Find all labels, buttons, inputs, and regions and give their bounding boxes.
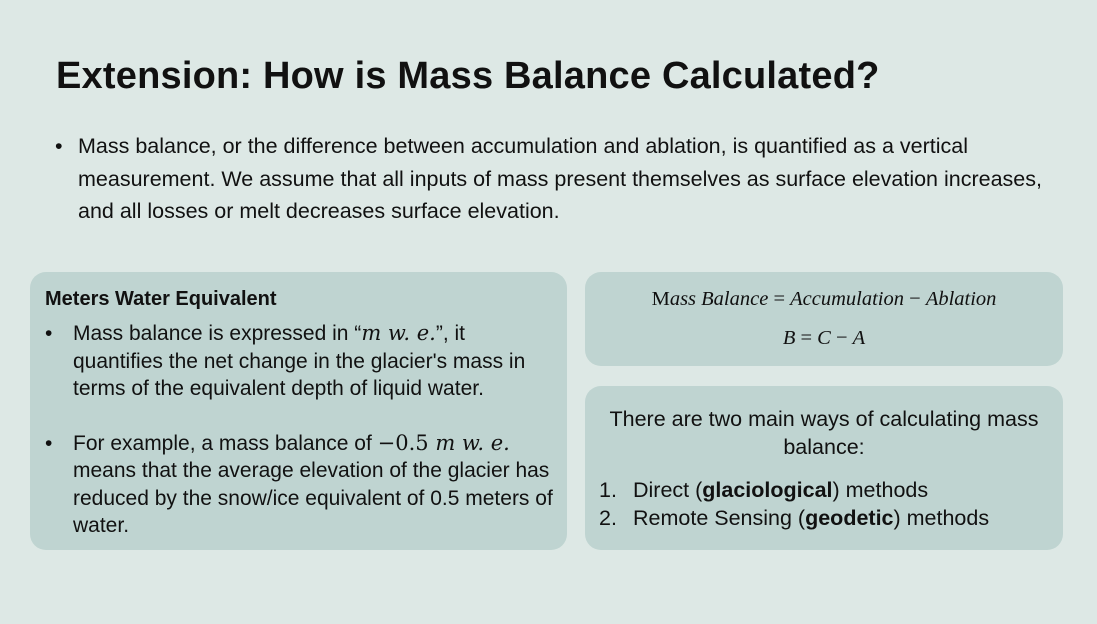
list-number: 2.: [599, 506, 617, 530]
math-operator: =: [768, 288, 791, 310]
text-segment: For example, a mass balance of: [73, 431, 378, 455]
list-number: 1.: [599, 478, 617, 502]
text-segment: means that the average elevation of the glacier has reduced by the snow/ice equivalent of 0.5 meters of water.: [73, 459, 553, 537]
list-item: [599, 504, 1049, 532]
list-item: [45, 430, 555, 540]
methods-list: [599, 476, 1049, 532]
math-operator: −: [904, 288, 926, 310]
calculation-methods-card: [585, 386, 1063, 550]
math-expression: m w. e.: [428, 430, 510, 455]
list-text: [633, 504, 989, 532]
bullet-text: [73, 430, 555, 540]
method-name: glaciological: [702, 478, 833, 502]
methods-intro: There are two main ways of calculating mass balance:: [609, 407, 1039, 459]
math-term: A: [852, 327, 866, 349]
math-term: Ablation: [925, 288, 997, 310]
bullet-text: [73, 320, 555, 403]
math-term: C: [817, 327, 831, 349]
bullet-marker: •: [55, 134, 63, 158]
intro-text: Mass balance, or the difference between accumulation and ablation, is quantified as a vertical measurement. We assume that all inputs of mass present themselves as surface elevation increases, and all losses or melt decreases surface elevation.: [78, 134, 1042, 223]
mass-balance-equation: [585, 288, 1063, 311]
math-expression: m w. e.: [361, 321, 436, 345]
math-number: −0.5: [377, 430, 429, 455]
text-segment: Mass balance is expressed in “: [73, 322, 362, 345]
math-operator: −: [830, 327, 853, 349]
bullet-marker: •: [45, 322, 53, 345]
math-symbol: M: [651, 288, 670, 310]
math-operator: =: [795, 327, 818, 349]
card-heading: Meters Water Equivalent: [45, 288, 277, 310]
mwe-bullet-list: [45, 320, 555, 540]
slide-title: Extension: How is Mass Balance Calculated?: [56, 55, 880, 97]
bullet-marker: •: [45, 431, 53, 455]
text-segment: Direct (: [633, 478, 703, 502]
text-segment: ) methods: [893, 506, 990, 530]
symbolic-equation: [585, 327, 1063, 350]
text-segment: ) methods: [832, 478, 929, 502]
formula-card: [585, 272, 1063, 366]
math-term: ass Balance: [669, 288, 769, 310]
text-segment: Remote Sensing (: [633, 506, 806, 530]
math-term: B: [782, 327, 796, 349]
text-segment: ”, it quantifies the net change in the glacier's mass in terms of the equivalent depth of liquid water.: [73, 322, 526, 400]
list-item: [599, 476, 1049, 504]
list-item: [45, 320, 555, 403]
meters-water-equivalent-card: [30, 272, 567, 550]
math-term: Accumulation: [790, 288, 904, 310]
intro-bullet: [55, 130, 1045, 228]
method-name: geodetic: [805, 506, 894, 530]
list-text: [633, 476, 928, 504]
